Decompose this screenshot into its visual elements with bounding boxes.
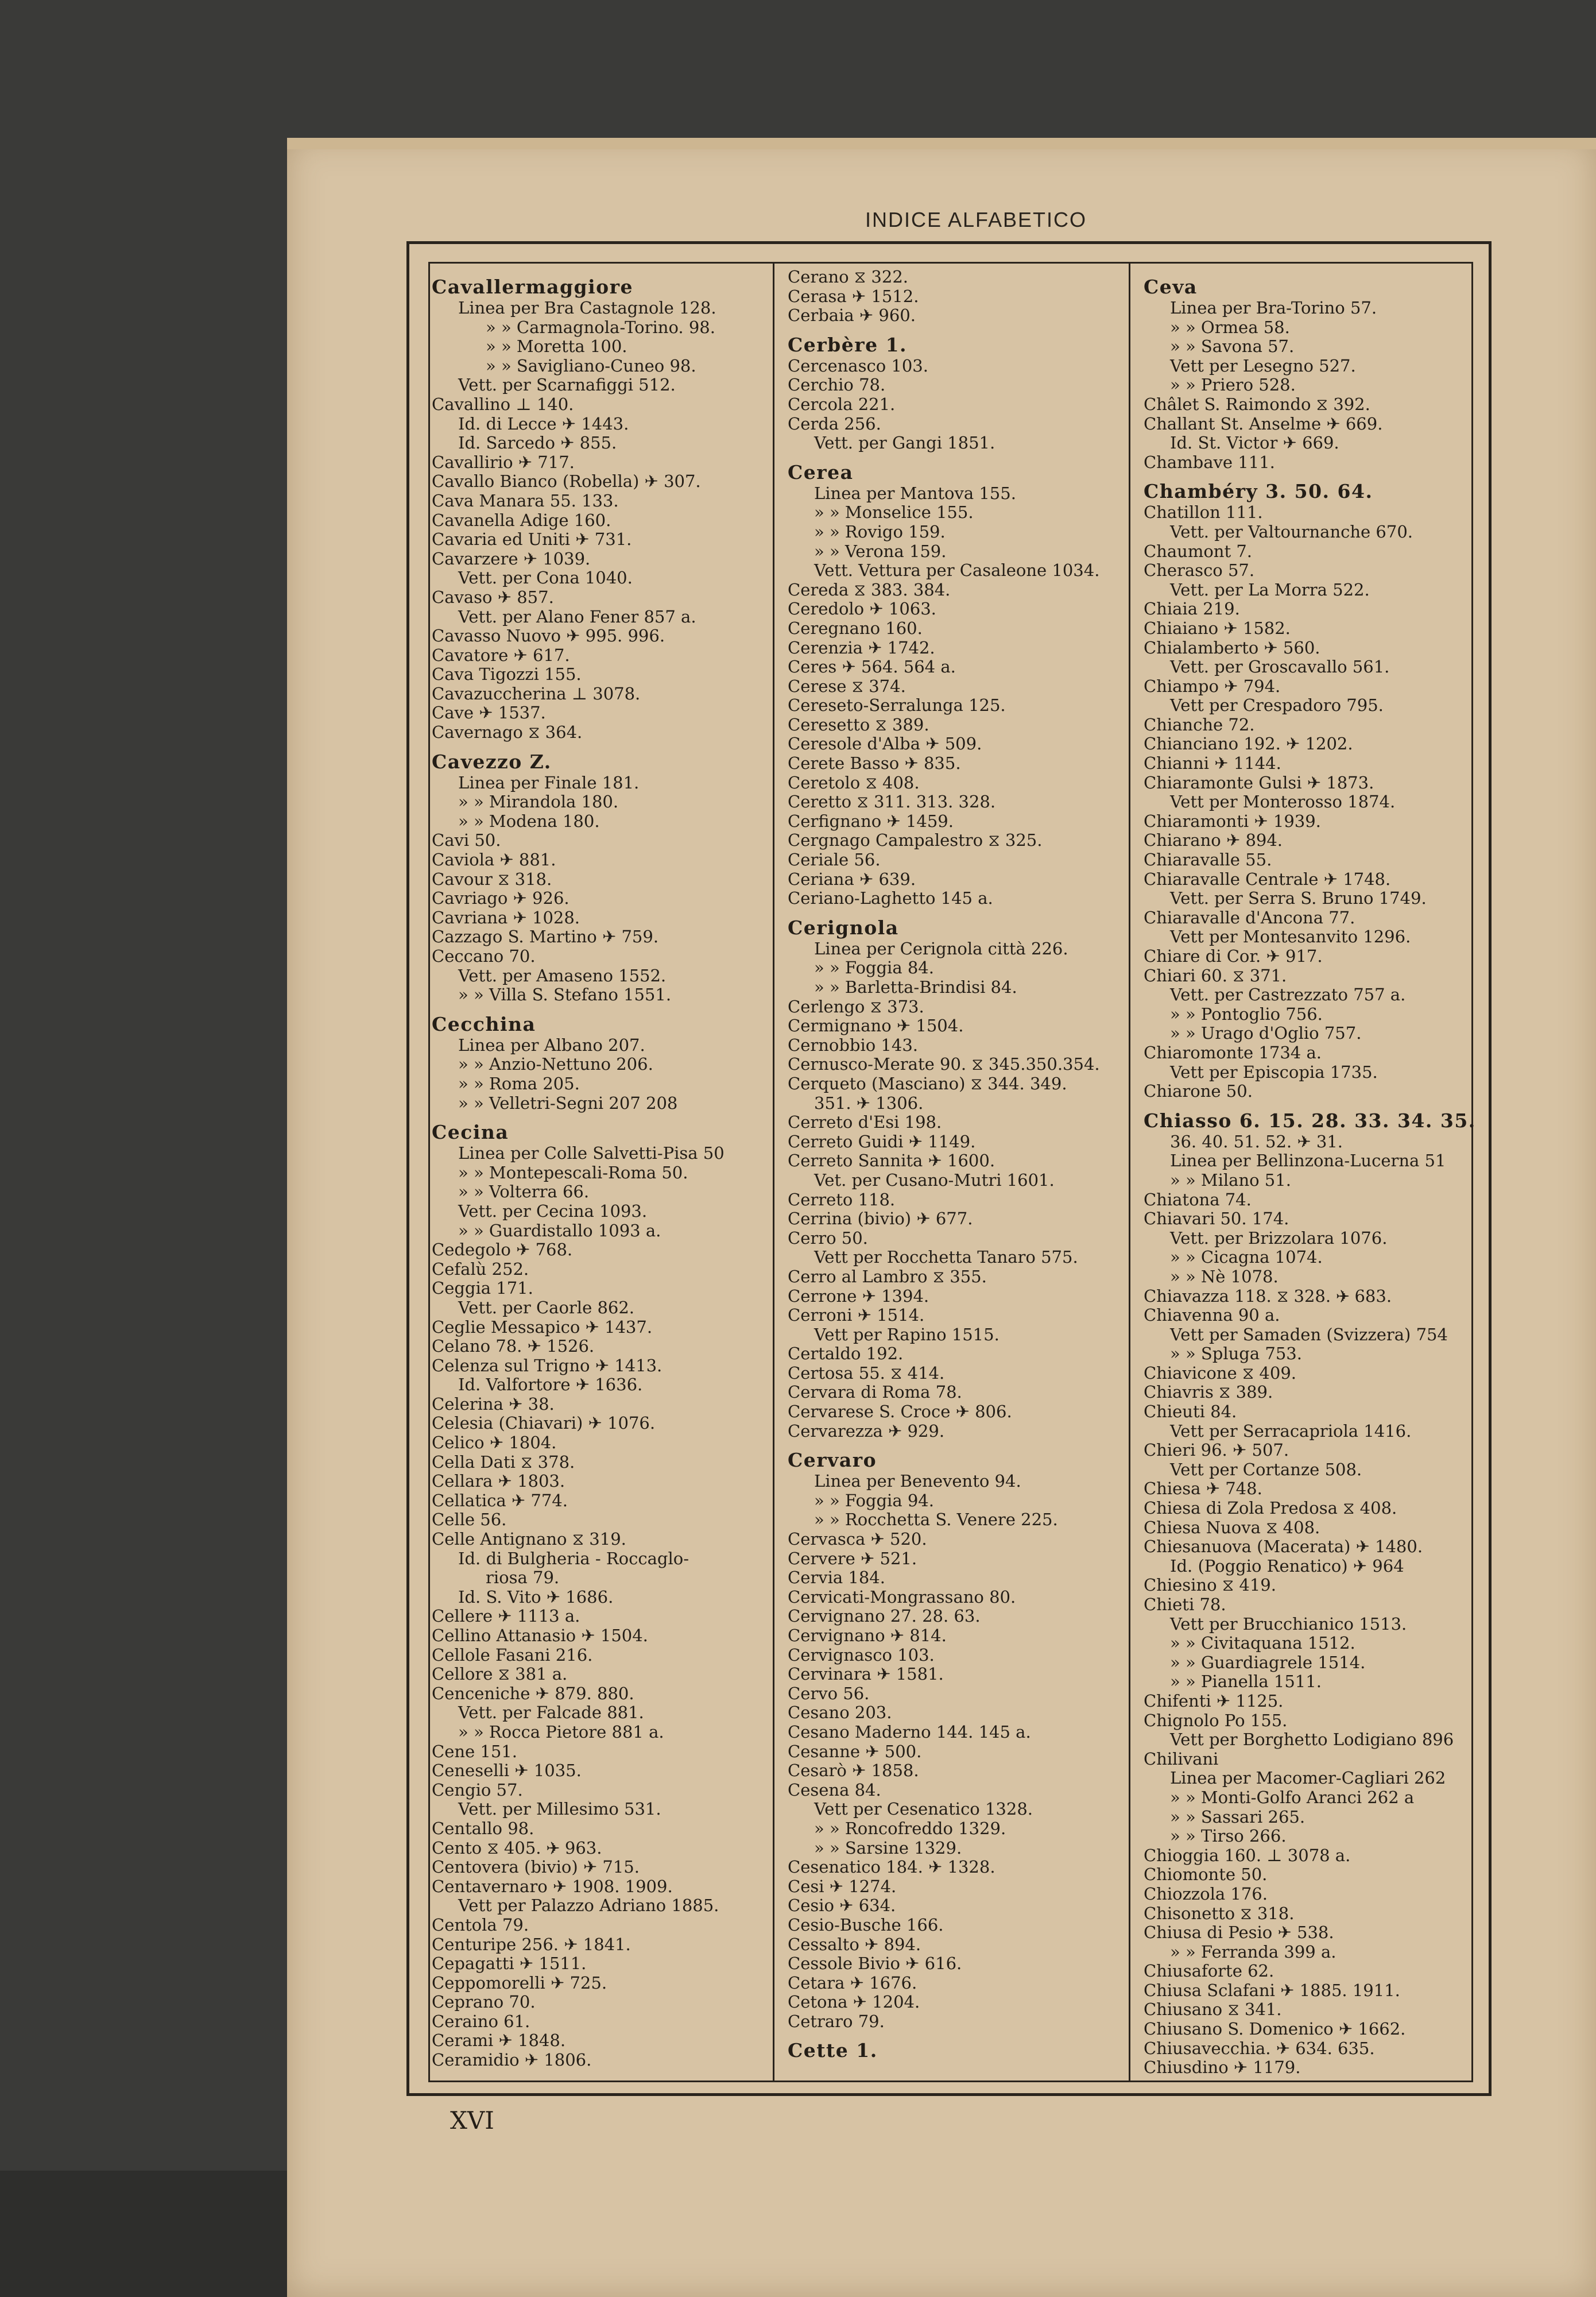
index-entry: Chifenti ✈ 1125. [1144, 1691, 1284, 1711]
index-entry: » » Guardiagrele 1514. [1170, 1653, 1366, 1672]
index-entry: Chiaramonti ✈ 1939. [1144, 811, 1321, 831]
index-heading: Ceva [1144, 276, 1198, 298]
index-entry: Cereseto-Serralunga 125. [788, 696, 1006, 716]
index-entry: Vet. per Cusano-Mutri 1601. [814, 1170, 1055, 1190]
index-entry: Cesenatico 184. ✈ 1328. [788, 1858, 995, 1877]
index-entry: » » Rocchetta S. Venere 225. [814, 1510, 1058, 1530]
index-entry: Cellara ✈ 1803. [432, 1472, 565, 1491]
index-entry: Linea per Cerignola città 226. [814, 939, 1068, 958]
index-entry: » » Monselice 155. [814, 503, 974, 523]
index-entry: Linea per Bellinzona-Lucerna 51 [1170, 1151, 1446, 1171]
running-head: INDICE ALFABETICO [865, 208, 1087, 231]
index-entry: » » Velletri-Segni 207 208 [458, 1093, 678, 1113]
index-entry: Cavriago ✈ 926. [432, 889, 570, 908]
index-entry: Cerchio 78. [788, 376, 886, 395]
index-entry: Vett per Episcopia 1735. [1170, 1062, 1378, 1082]
index-entry: » » Carmagnola-Torino. 98. [486, 318, 715, 337]
index-entry: Cesano Maderno 144. 145 a. [788, 1722, 1031, 1742]
index-entry: Cercenasco 103. [788, 356, 928, 376]
index-entry: Vett. per Amaseno 1552. [458, 966, 667, 985]
index-entry: » » Pontoglio 756. [1170, 1004, 1323, 1024]
index-heading: Cette 1. [788, 2039, 878, 2062]
index-entry: Centallo 98. [432, 1819, 534, 1838]
index-entry: Cessole Bivio ✈ 616. [788, 1954, 962, 1974]
index-entry: Chiavenna 90 a. [1144, 1306, 1280, 1325]
index-entry: Cavaso ✈ 857. [432, 587, 554, 607]
index-entry: Cesio-Busche 166. [788, 1915, 944, 1935]
index-entry: Cerano ⧖ 322. [788, 268, 909, 287]
index-entry: Vett per Lesegno 527. [1170, 356, 1356, 376]
index-entry: Cavatore ✈ 617. [432, 645, 570, 665]
index-entry: » » Civitaquana 1512. [1170, 1634, 1355, 1653]
index-entry: Cervasca ✈ 520. [788, 1530, 927, 1549]
index-entry: Vett per Brucchianico 1513. [1170, 1614, 1407, 1634]
index-entry: Cesanne ✈ 500. [788, 1742, 922, 1761]
index-entry: Cava Manara 55. 133. [432, 491, 619, 511]
index-entry: Linea per Bra Castagnole 128. [458, 299, 716, 318]
index-entry: Id. di Bulgheria - Roccaglo- [458, 1549, 689, 1568]
index-entry: Chiusavecchia. ✈ 634. 635. [1144, 2039, 1375, 2058]
index-entry: Centovera (bivio) ✈ 715. [432, 1858, 640, 1877]
index-entry: Vett. per Groscavallo 561. [1170, 658, 1390, 677]
index-entry: Ceggia 171. [432, 1279, 533, 1298]
index-entry: Chieuti 84. [1144, 1402, 1237, 1422]
index-heading: Cervaro [788, 1449, 877, 1472]
index-entry: Cedegolo ✈ 768. [432, 1240, 573, 1260]
index-entry: Ceres ✈ 564. 564 a. [788, 658, 956, 677]
index-entry: Chiaravalle Centrale ✈ 1748. [1144, 869, 1391, 889]
index-entry: Cellatica ✈ 774. [432, 1491, 568, 1510]
index-entry: Ceneselli ✈ 1035. [432, 1761, 582, 1781]
index-entry: Cesena 84. [788, 1780, 881, 1800]
index-entry: Cava Tigozzi 155. [432, 665, 582, 685]
index-entry: Vett. Vettura per Casaleone 1034. [814, 561, 1100, 581]
index-entry: Cavallirio ✈ 717. [432, 453, 575, 472]
index-entry: Cervere ✈ 521. [788, 1549, 917, 1568]
index-entry: Linea per Mantova 155. [814, 484, 1016, 503]
index-heading: Cecina [432, 1121, 509, 1144]
index-entry: Vett. per Gangi 1851. [814, 434, 995, 453]
index-entry: » » Ferranda 399 a. [1170, 1942, 1337, 1962]
index-entry: Cellere ✈ 1113 a. [432, 1607, 580, 1626]
index-entry: » » Nè 1078. [1170, 1267, 1279, 1286]
index-heading: Cerbère 1. [788, 333, 908, 356]
index-entry: Cetraro 79. [788, 2012, 885, 2031]
index-entry: » » Rocca Pietore 881 a. [458, 1722, 664, 1742]
index-entry: Chiaravalle 55. [1144, 850, 1272, 870]
index-entry: Cerete Basso ✈ 835. [788, 754, 961, 774]
index-entry: Cavaria ed Uniti ✈ 731. [432, 530, 632, 550]
index-entry: Cellino Attanasio ✈ 1504. [432, 1626, 648, 1645]
index-entry: Cetona ✈ 1204. [788, 1993, 920, 2012]
index-entry: Chaumont 7. [1144, 542, 1253, 561]
index-entry: Chiusano ⧖ 341. [1144, 2000, 1282, 2020]
index-entry: Cavriana ✈ 1028. [432, 908, 580, 927]
index-entry: » » Tirso 266. [1170, 1827, 1287, 1846]
index-entry: Vett. per Scarnafiggi 512. [458, 376, 676, 395]
index-entry: Cavanella Adige 160. [432, 511, 611, 530]
index-entry: Châlet S. Raimondo ⧖ 392. [1144, 395, 1370, 414]
index-entry: Chiatona 74. [1144, 1190, 1252, 1209]
index-entry: Celerina ✈ 38. [432, 1394, 555, 1414]
index-heading: Cerea [788, 461, 854, 484]
index-entry: Cerenzia ✈ 1742. [788, 638, 935, 658]
index-entry: Cherasco 57. [1144, 561, 1255, 581]
index-entry: Cernusco-Merate 90. ⧖ 345.350.354. [788, 1055, 1100, 1074]
index-heading: Chambéry 3. 50. 64. [1144, 480, 1373, 503]
index-entry: Vett per Montesanvito 1296. [1170, 927, 1411, 947]
index-entry: Chiesanuova (Macerata) ✈ 1480. [1144, 1537, 1423, 1557]
index-entry: Vett per Samaden (Svizzera) 754 [1170, 1325, 1448, 1344]
index-entry: Cerro al Lambro ⧖ 355. [788, 1267, 987, 1286]
index-entry: Vett. per Cecina 1093. [458, 1201, 648, 1221]
index-entry: Cerqueto (Masciano) ⧖ 344. 349. [788, 1074, 1067, 1093]
index-entry: Vett per Crespadoro 795. [1170, 696, 1384, 716]
index-entry: Chiaromonte 1734 a. [1144, 1043, 1322, 1062]
index-entry: Cerasa ✈ 1512. [788, 287, 919, 306]
index-entry: Cervarezza ✈ 929. [788, 1421, 945, 1441]
index-entry: Chiomonte 50. [1144, 1865, 1268, 1885]
index-entry: Cetara ✈ 1676. [788, 1973, 917, 1993]
index-entry: Id. (Poggio Renatico) ✈ 964 [1170, 1556, 1404, 1576]
index-entry: Linea per Colle Salvetti-Pisa 50 [458, 1144, 725, 1163]
index-entry: Certaldo 192. [788, 1344, 904, 1364]
index-entry: » » Monti-Golfo Aranci 262 a [1170, 1788, 1415, 1807]
index-entry: Cervia 184. [788, 1568, 885, 1588]
index-entry: Id. Valfortore ✈ 1636. [458, 1375, 643, 1395]
index-entry: Chianni ✈ 1144. [1144, 754, 1281, 774]
index-entry: Ceriana ✈ 639. [788, 869, 916, 889]
index-entry: Cengio 57. [432, 1780, 523, 1800]
index-entry: Cefalù 252. [432, 1259, 529, 1279]
index-entry: Cercola 221. [788, 395, 896, 414]
index-entry: Chiusaforte 62. [1144, 1962, 1275, 1981]
index-entry: Vett per Palazzo Adriano 1885. [458, 1896, 719, 1916]
index-entry: Cavarzere ✈ 1039. [432, 549, 591, 569]
index-entry: Cavasso Nuovo ✈ 995. 996. [432, 627, 665, 646]
index-entry: Cesi ✈ 1274. [788, 1877, 897, 1896]
index-entry: Cervo 56. [788, 1684, 870, 1703]
index-entry: Linea per Bra-Torino 57. [1170, 299, 1377, 318]
index-entry: Cermignano ✈ 1504. [788, 1016, 964, 1036]
index-entry: Cepagatti ✈ 1511. [432, 1954, 587, 1974]
index-entry: » » Foggia 94. [814, 1491, 934, 1510]
index-entry: Cervignasco 103. [788, 1645, 935, 1665]
index-entry: Chiarone 50. [1144, 1082, 1253, 1101]
index-entry: Vett per Borghetto Lodigiano 896 [1170, 1730, 1454, 1750]
index-entry: Certosa 55. ⧖ 414. [788, 1363, 945, 1383]
index-entry: Cerrina (bivio) ✈ 677. [788, 1209, 973, 1229]
index-entry: Cerreto d'Esi 198. [788, 1113, 942, 1132]
index-entry: Vett per Cortanze 508. [1170, 1460, 1362, 1479]
index-column-3 [1144, 268, 1477, 2076]
index-entry: Chiesa Nuova ⧖ 408. [1144, 1518, 1320, 1537]
index-entry: Id. S. Vito ✈ 1686. [458, 1587, 614, 1607]
index-entry: Vett. per Cona 1040. [458, 569, 633, 588]
index-entry: » » Rovigo 159. [814, 522, 946, 542]
index-entry: » » Cicagna 1074. [1170, 1248, 1323, 1267]
index-entry: Linea per Finale 181. [458, 773, 640, 792]
index-entry: Vett. per Alano Fener 857 a. [458, 607, 696, 627]
index-entry: » » Spluga 753. [1170, 1344, 1302, 1364]
index-entry: Vett. per Valtournanche 670. [1170, 522, 1413, 542]
index-entry: Cavallo Bianco (Robella) ✈ 307. [432, 472, 701, 492]
index-entry: » » Mirandola 180. [458, 792, 619, 812]
index-entry: » » Savona 57. [1170, 337, 1295, 357]
index-entry: Centuripe 256. ✈ 1841. [432, 1935, 631, 1954]
index-entry: Chiari 60. ⧖ 371. [1144, 966, 1287, 985]
index-entry: Centola 79. [432, 1915, 529, 1935]
index-entry: Cellole Fasani 216. [432, 1645, 593, 1665]
index-entry: Linea per Benevento 94. [814, 1472, 1021, 1491]
index-entry: » » Volterra 66. [458, 1182, 590, 1202]
index-entry: » » Guardistallo 1093 a. [458, 1221, 661, 1240]
index-entry: Cerroni ✈ 1514. [788, 1306, 925, 1325]
index-entry: Chiaravalle d'Ancona 77. [1144, 908, 1355, 927]
index-entry: Ceprano 70. [432, 1993, 536, 2012]
index-entry: Chatillon 111. [1144, 503, 1263, 523]
index-entry: Id. St. Victor ✈ 669. [1170, 434, 1339, 453]
index-entry: Celenza sul Trigno ✈ 1413. [432, 1356, 663, 1375]
index-heading: Cerignola [788, 916, 899, 939]
index-entry: Id. di Lecce ✈ 1443. [458, 414, 629, 434]
index-entry: » » Roma 205. [458, 1074, 580, 1093]
index-entry: Linea per Albano 207. [458, 1035, 645, 1055]
index-entry: Ceresetto ⧖ 389. [788, 715, 929, 734]
index-entry: Vett. per Caorle 862. [458, 1298, 635, 1317]
index-entry: » » Ormea 58. [1170, 318, 1290, 337]
index-entry: Linea per Macomer-Cagliari 262 [1170, 1769, 1446, 1788]
column-rule-2 [1129, 262, 1130, 2082]
index-column-1 [432, 268, 765, 2076]
index-entry: » » Foggia 84. [814, 958, 934, 978]
index-entry: Chilivani [1144, 1749, 1219, 1769]
index-entry: Cereda ⧖ 383. 384. [788, 580, 951, 600]
index-entry: Celico ✈ 1804. [432, 1433, 557, 1453]
index-entry: Cerlengo ⧖ 373. [788, 997, 924, 1016]
index-entry: Celle 56. [432, 1510, 507, 1530]
index-entry: Cervarese S. Croce ✈ 806. [788, 1402, 1012, 1422]
index-entry: Chianciano 192. ✈ 1202. [1144, 734, 1353, 754]
index-entry: Vett per Cesenatico 1328. [814, 1800, 1033, 1819]
index-entry: Chiaiano ✈ 1582. [1144, 618, 1291, 638]
index-entry: 36. 40. 51. 52. ✈ 31. [1170, 1132, 1343, 1151]
index-entry: Centavernaro ✈ 1908. 1909. [432, 1877, 673, 1896]
page-edge [287, 138, 1596, 149]
index-entry: Cervinara ✈ 1581. [788, 1665, 944, 1684]
index-entry: Vett per Rocchetta Tanaro 575. [814, 1248, 1078, 1267]
index-entry: Chieti 78. [1144, 1595, 1226, 1614]
index-entry: Cergnago Campalestro ⧖ 325. [788, 831, 1043, 850]
index-entry: Celesia (Chiavari) ✈ 1076. [432, 1414, 656, 1433]
index-entry: » » Sarsine 1329. [814, 1838, 962, 1858]
index-entry: Chiaramonte Gulsi ✈ 1873. [1144, 773, 1374, 792]
index-entry: » » Barletta-Brindisi 84. [814, 978, 1017, 997]
index-entry: » » Verona 159. [814, 542, 947, 561]
index-entry: » » Roncofreddo 1329. [814, 1819, 1006, 1838]
index-entry: Chiampo ✈ 794. [1144, 676, 1281, 696]
index-entry: Ceregnano 160. [788, 618, 923, 638]
index-entry: Chianche 72. [1144, 715, 1255, 734]
index-entry: 351. ✈ 1306. [814, 1093, 924, 1113]
index-entry: Cesarò ✈ 1858. [788, 1761, 919, 1781]
index-entry: Caviola ✈ 881. [432, 850, 556, 870]
index-entry: Cavazuccherina ⊥ 3078. [432, 684, 641, 703]
index-entry: Vett. per La Morra 522. [1170, 580, 1370, 600]
index-entry: Cerbaia ✈ 960. [788, 306, 916, 326]
index-heading: Cavallermaggiore [432, 276, 634, 298]
index-heading: Cecchina [432, 1012, 536, 1035]
index-entry: Cerda 256. [788, 414, 881, 434]
index-entry: Chiavris ⧖ 389. [1144, 1383, 1273, 1402]
index-entry: Ceccano 70. [432, 947, 536, 966]
index-entry: » » Villa S. Stefano 1551. [458, 985, 672, 1005]
index-entry: Cervignano 27. 28. 63. [788, 1607, 981, 1626]
index-entry: Celano 78. ✈ 1526. [432, 1337, 595, 1356]
index-entry: » » Anzio-Nettuno 206. [458, 1055, 653, 1074]
index-entry: Cesano 203. [788, 1703, 892, 1723]
index-entry: Vett per Serracapriola 1416. [1170, 1421, 1412, 1441]
index-heading: Cavezzo Z. [432, 750, 552, 773]
index-entry: » » Urago d'Oglio 757. [1170, 1024, 1362, 1043]
index-entry: Cesio ✈ 634. [788, 1896, 896, 1916]
index-entry: Chiesa ✈ 748. [1144, 1479, 1262, 1499]
index-entry: Ceretto ⧖ 311. 313. 328. [788, 792, 996, 812]
index-entry: Cerreto 118. [788, 1190, 896, 1209]
column-rule-1 [773, 262, 774, 2082]
index-entry: Cellore ⧖ 381 a. [432, 1665, 568, 1684]
index-entry: » » Milano 51. [1170, 1170, 1291, 1190]
index-entry: Cazzago S. Martino ✈ 759. [432, 927, 659, 947]
index-entry: Cavallino ⊥ 140. [432, 395, 574, 414]
index-entry: » » Montepescali-Roma 50. [458, 1163, 688, 1182]
index-entry: Cervignano ✈ 814. [788, 1626, 947, 1645]
index-heading: Chiasso 6. 15. 28. 33. 34. 35. [1144, 1109, 1476, 1132]
index-entry: Ceramidio ✈ 1806. [432, 2051, 592, 2070]
index-entry: Cessalto ✈ 894. [788, 1935, 921, 1954]
index-entry: Vett. per Serra S. Bruno 1749. [1170, 889, 1427, 908]
page-number: XVI [450, 2106, 494, 2134]
index-entry: Chiesino ⧖ 419. [1144, 1576, 1276, 1595]
index-entry: Chiare di Cor. ✈ 917. [1144, 947, 1323, 966]
index-entry: Challant St. Anselme ✈ 669. [1144, 414, 1383, 434]
index-entry: Vett. per Falcade 881. [458, 1703, 644, 1723]
index-entry: » » Priero 528. [1170, 376, 1296, 395]
index-entry: Vett per Monterosso 1874. [1170, 792, 1396, 812]
index-entry: Cavernago ⧖ 364. [432, 723, 583, 743]
index-entry: Vett per Rapino 1515. [814, 1325, 1000, 1344]
index-entry: Chiusa di Pesio ✈ 538. [1144, 1923, 1334, 1943]
index-entry: Cerreto Guidi ✈ 1149. [788, 1132, 976, 1151]
index-entry: Vett. per Castrezzato 757 a. [1170, 985, 1406, 1005]
index-entry: Chiozzola 176. [1144, 1884, 1268, 1904]
index-entry: Vett. per Brizzolara 1076. [1170, 1228, 1388, 1248]
index-entry: Chambave 111. [1144, 453, 1275, 472]
index-entry: Chiarano ✈ 894. [1144, 831, 1283, 850]
index-entry: Cento ⧖ 405. ✈ 963. [432, 1838, 602, 1858]
index-entry: Cavi 50. [432, 831, 501, 850]
index-entry: » » Sassari 265. [1170, 1807, 1306, 1827]
index-entry: Vett. per Millesimo 531. [458, 1800, 661, 1819]
index-entry: Ceriale 56. [788, 850, 881, 870]
index-entry: Chisonetto ⧖ 318. [1144, 1904, 1295, 1923]
index-entry: Chiusa Sclafani ✈ 1885. 1911. [1144, 1981, 1400, 2000]
index-column-2 [788, 268, 1121, 2076]
index-entry: Chiusdino ✈ 1179. [1144, 2058, 1301, 2076]
index-entry: » » Pianella 1511. [1170, 1672, 1322, 1692]
index-entry: Cerro 50. [788, 1228, 868, 1248]
index-entry: Cervara di Roma 78. [788, 1383, 962, 1402]
index-entry: Chioggia 160. ⊥ 3078 a. [1144, 1846, 1351, 1865]
index-entry: Chiusano S. Domenico ✈ 1662. [1144, 2020, 1406, 2039]
index-entry: » » Savigliano-Cuneo 98. [486, 356, 696, 376]
index-entry: Chieri 96. ✈ 507. [1144, 1441, 1289, 1460]
index-entry: Celle Antignano ⧖ 319. [432, 1530, 626, 1549]
index-entry: Ceresole d'Alba ✈ 509. [788, 734, 982, 754]
index-entry: riosa 79. [486, 1568, 560, 1588]
index-entry: Ceriano-Laghetto 145 a. [788, 889, 993, 908]
index-entry: » » Modena 180. [458, 811, 600, 831]
index-entry: Chiesa di Zola Predosa ⧖ 408. [1144, 1499, 1397, 1518]
index-entry: Ceraino 61. [432, 2012, 530, 2031]
index-entry: Chignolo Po 155. [1144, 1711, 1288, 1730]
index-entry: Chiaia 219. [1144, 600, 1240, 619]
index-entry: Cella Dati ⧖ 378. [432, 1452, 575, 1472]
index-entry: Cave ✈ 1537. [432, 703, 546, 723]
index-entry: Cerami ✈ 1848. [432, 2031, 566, 2051]
index-entry: Cavour ⧖ 318. [432, 869, 552, 889]
index-entry: Ceretolo ⧖ 408. [788, 773, 920, 792]
index-entry: Cervicati-Mongrassano 80. [788, 1587, 1016, 1607]
index-entry: Cene 151. [432, 1742, 517, 1761]
index-entry: Chialamberto ✈ 560. [1144, 638, 1320, 658]
index-entry: Cerfignano ✈ 1459. [788, 811, 954, 831]
index-entry: Cernobbio 143. [788, 1035, 919, 1055]
index-entry: Chiavicone ⧖ 409. [1144, 1363, 1296, 1383]
index-entry: Cenceniche ✈ 879. 880. [432, 1684, 634, 1703]
index-entry: Chiavazza 118. ⧖ 328. ✈ 683. [1144, 1286, 1392, 1306]
index-entry: Ceppomorelli ✈ 725. [432, 1973, 607, 1993]
index-entry: Ceglie Messapico ✈ 1437. [432, 1317, 653, 1337]
index-entry: Id. Sarcedo ✈ 855. [458, 434, 617, 453]
index-entry: Cerese ⧖ 374. [788, 676, 906, 696]
index-entry: Ceredolo ✈ 1063. [788, 600, 936, 619]
index-entry: Chiavari 50. 174. [1144, 1209, 1289, 1229]
index-entry: Cerreto Sannita ✈ 1600. [788, 1151, 995, 1171]
index-entry: Cerrone ✈ 1394. [788, 1286, 929, 1306]
index-entry: » » Moretta 100. [486, 337, 627, 357]
